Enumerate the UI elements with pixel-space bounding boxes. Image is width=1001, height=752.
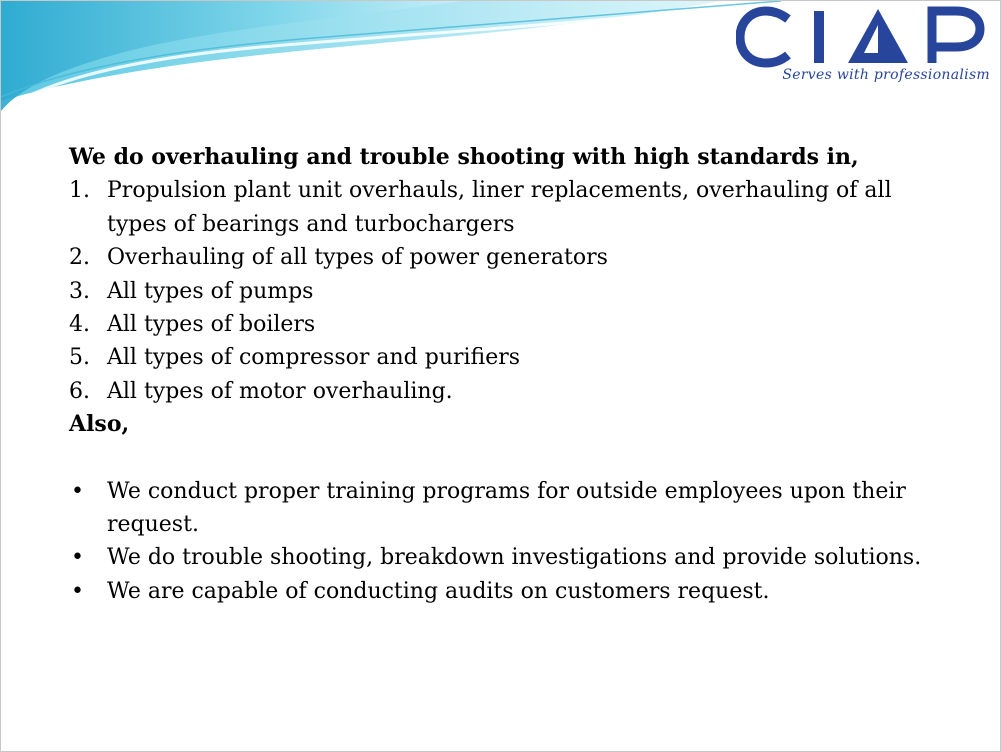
list-number: 4. <box>69 312 90 338</box>
list-item <box>69 375 929 408</box>
also-label: Also, <box>69 411 130 438</box>
list-item-text: Overhauling of all types of power generators <box>107 245 608 271</box>
list-item-text: We conduct proper training programs for outside employees upon their request. <box>107 478 906 538</box>
list-item-text: All types of boilers <box>107 312 316 338</box>
bullet-icon: • <box>71 578 84 604</box>
list-item <box>69 308 929 341</box>
logo-letters <box>736 5 986 71</box>
list-number: 6. <box>69 378 90 404</box>
logo-tagline: Serves with professionalism <box>782 67 990 83</box>
list-item-text: We are capable of conducting audits on customers request. <box>107 578 770 604</box>
list-number: 1. <box>69 178 90 204</box>
list-item-text: Propulsion plant unit overhauls, liner replacements, overhauling of all types of bearings and turbochargers <box>107 178 892 237</box>
list-item-text: All types of motor overhauling. <box>107 378 453 404</box>
company-logo <box>740 5 990 87</box>
list-item <box>69 541 929 574</box>
extras-list <box>69 475 929 609</box>
list-item-text: All types of compressor and purifiers <box>107 345 521 371</box>
list-number: 5. <box>69 345 90 371</box>
list-item <box>69 341 929 374</box>
list-item-text: We do trouble shooting, breakdown investigations and provide solutions. <box>107 545 922 571</box>
list-item <box>69 275 929 308</box>
list-number: 2. <box>69 245 90 271</box>
list-item <box>69 475 929 542</box>
list-item-text: All types of pumps <box>107 278 314 304</box>
content-heading: We do overhauling and trouble shooting with high standards in, <box>69 144 859 170</box>
services-list <box>69 174 929 408</box>
list-item <box>69 241 929 274</box>
slide-content <box>69 141 929 608</box>
list-item <box>69 174 929 241</box>
bullet-icon: • <box>71 478 84 504</box>
list-number: 3. <box>69 278 90 304</box>
list-item <box>69 575 929 608</box>
bullet-icon: • <box>71 545 84 571</box>
